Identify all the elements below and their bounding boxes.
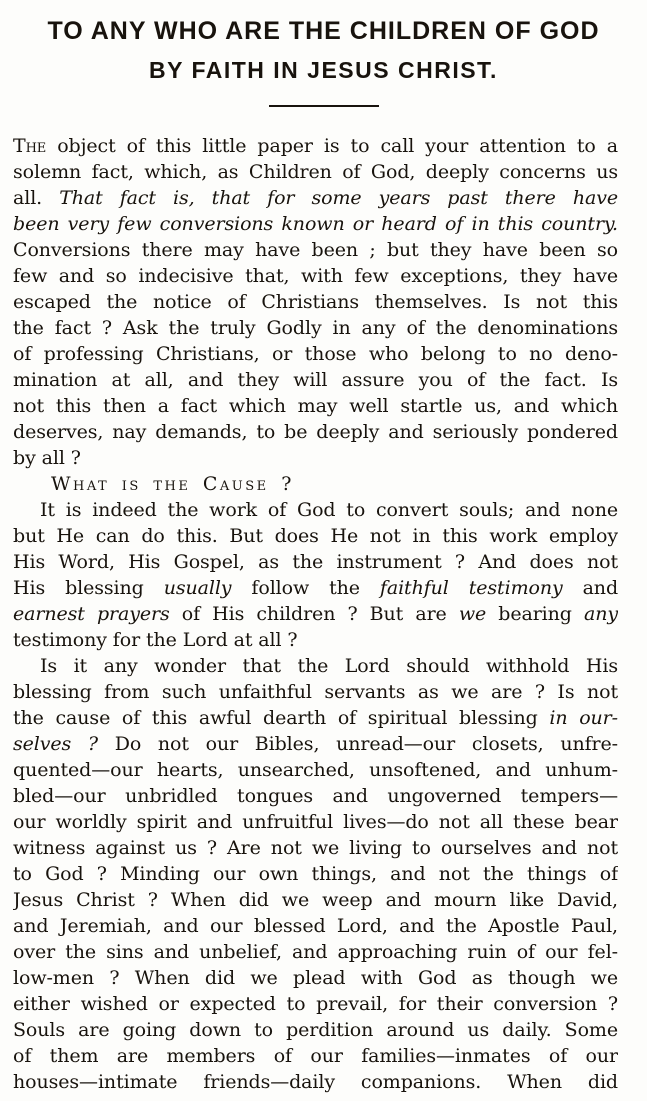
body-text: not this then a fact which may well startle us, and which <box>13 395 618 417</box>
text-line <box>13 835 618 861</box>
body-text: Jesus Christ ? When did we weep and mourn like David, <box>13 889 618 911</box>
text-line <box>13 653 618 679</box>
text-line <box>13 341 618 367</box>
text-line <box>13 601 618 627</box>
text-line <box>13 497 618 523</box>
italic-text: That fact is, that for some years past there have <box>59 187 618 209</box>
title-line-2: BY FAITH IN JESUS CHRIST. <box>149 57 498 83</box>
body-text: of His children ? But are <box>169 603 459 625</box>
body-text: witness against us ? Are not we living to ourselves and not <box>13 837 618 859</box>
body-text: the cause of this awful dearth of spiritual blessing <box>13 707 550 729</box>
body-text: escaped the notice of Christians themselves. Is not this <box>13 291 618 313</box>
italic-text: selves ? <box>13 733 98 755</box>
paragraph <box>13 133 618 471</box>
text-line <box>13 367 618 393</box>
body-text: Conversions there may have been ; but they have been so <box>13 239 618 261</box>
body-text: bled—our unbridled tongues and ungoverned tempers— <box>13 785 618 807</box>
text-line <box>13 757 618 783</box>
italic-text: any <box>584 603 618 625</box>
body-text: quented—our hearts, unsearched, unsoftened, and unhum- <box>13 759 618 781</box>
title-line-1: TO ANY WHO ARE THE CHILDREN OF GOD <box>47 17 600 45</box>
text-line <box>13 445 618 471</box>
text-line <box>13 237 618 263</box>
text-line <box>13 211 618 237</box>
body-text: object of this little paper is to call your attention to a <box>46 135 618 157</box>
smallcaps-text: What is the Cause ? <box>51 473 294 495</box>
body-text: of them are members of our families—inmates of our <box>13 1045 618 1067</box>
italic-text: been very few conversions known or heard of in this country. <box>13 213 618 235</box>
text-line <box>13 783 618 809</box>
text-line <box>13 575 618 601</box>
smallcaps-text: The <box>13 135 47 157</box>
body-text: testimony for the Lord at all ? <box>13 629 298 651</box>
text-line <box>13 861 618 887</box>
italic-text: in our- <box>549 707 618 729</box>
body-text: blessing from such unfaithful servants as we are ? Is not <box>13 681 618 703</box>
text-line <box>13 393 618 419</box>
document-title <box>0 0 647 90</box>
body-text: bearing <box>486 603 584 625</box>
body-text: to God ? Minding our own things, and not the things of <box>13 863 618 885</box>
text-line <box>13 1069 618 1095</box>
body-text: Souls are going down to perdition around us daily. Some <box>13 1019 618 1041</box>
text-line <box>13 731 618 757</box>
text-line <box>13 1017 618 1043</box>
text-line <box>13 887 618 913</box>
text-line <box>13 419 618 445</box>
body-text: Is it any wonder that the Lord should withhold His <box>40 655 618 677</box>
divider-rule <box>269 105 379 107</box>
paragraph <box>13 497 618 653</box>
body-text: and Jeremiah, and our blessed Lord, and the Apostle Paul, <box>13 915 618 937</box>
italic-text: earnest prayers <box>13 603 170 625</box>
italic-text: usually <box>163 577 232 599</box>
text-line <box>13 1043 618 1069</box>
text-line <box>13 263 618 289</box>
body-text: His blessing <box>13 577 164 599</box>
text-column <box>13 133 618 1095</box>
body-text: few and so indecisive that, with few exceptions, they have <box>13 265 618 287</box>
text-line <box>13 705 618 731</box>
body-text: over the sins and unbelief, and approaching ruin of our fel- <box>13 941 618 963</box>
paragraph <box>13 653 618 1095</box>
body-text: the fact ? Ask the truly Godly in any of the denominations <box>13 317 618 339</box>
body-text: of professing Christians, or those who belong to no deno- <box>13 343 618 365</box>
body-text: but He can do this. But does He not in this work employ <box>13 525 618 547</box>
body-text: follow the <box>231 577 380 599</box>
body-text: Do not our Bibles, unread—our closets, unfre- <box>98 733 618 755</box>
text-line <box>13 991 618 1017</box>
body-text: all. <box>13 187 60 209</box>
text-line <box>13 549 618 575</box>
body-text: mination at all, and they will assure you of the fact. Is <box>13 369 618 391</box>
text-line <box>13 523 618 549</box>
italic-text: faithful testimony <box>379 577 563 599</box>
body-text: His Word, His Gospel, as the instrument ? And does not <box>13 551 618 573</box>
italic-text: we <box>458 603 487 625</box>
text-line <box>13 913 618 939</box>
body-text: our worldly spirit and unfruitful lives—do not all these bear <box>13 811 618 833</box>
body-text: solemn fact, which, as Children of God, deeply concerns us <box>13 161 618 183</box>
body-text: either wished or expected to prevail, for their conversion ? <box>13 993 618 1015</box>
section-heading <box>13 471 618 497</box>
text-line <box>13 809 618 835</box>
body-text: houses—intimate friends—daily companions. When did <box>13 1071 618 1093</box>
body-text: low-men ? When did we plead with God as though we <box>13 967 618 989</box>
text-line <box>13 133 618 159</box>
text-line <box>13 185 618 211</box>
text-line <box>13 159 618 185</box>
text-line <box>13 627 618 653</box>
text-line <box>13 315 618 341</box>
text-line <box>13 289 618 315</box>
body-text: deserves, nay demands, to be deeply and seriously pondered <box>13 421 618 443</box>
text-line <box>13 679 618 705</box>
text-line <box>13 939 618 965</box>
body-text: by all ? <box>13 447 81 469</box>
body-text: and <box>562 577 618 599</box>
text-line <box>13 965 618 991</box>
body-text: It is indeed the work of God to convert souls; and none <box>40 499 618 521</box>
